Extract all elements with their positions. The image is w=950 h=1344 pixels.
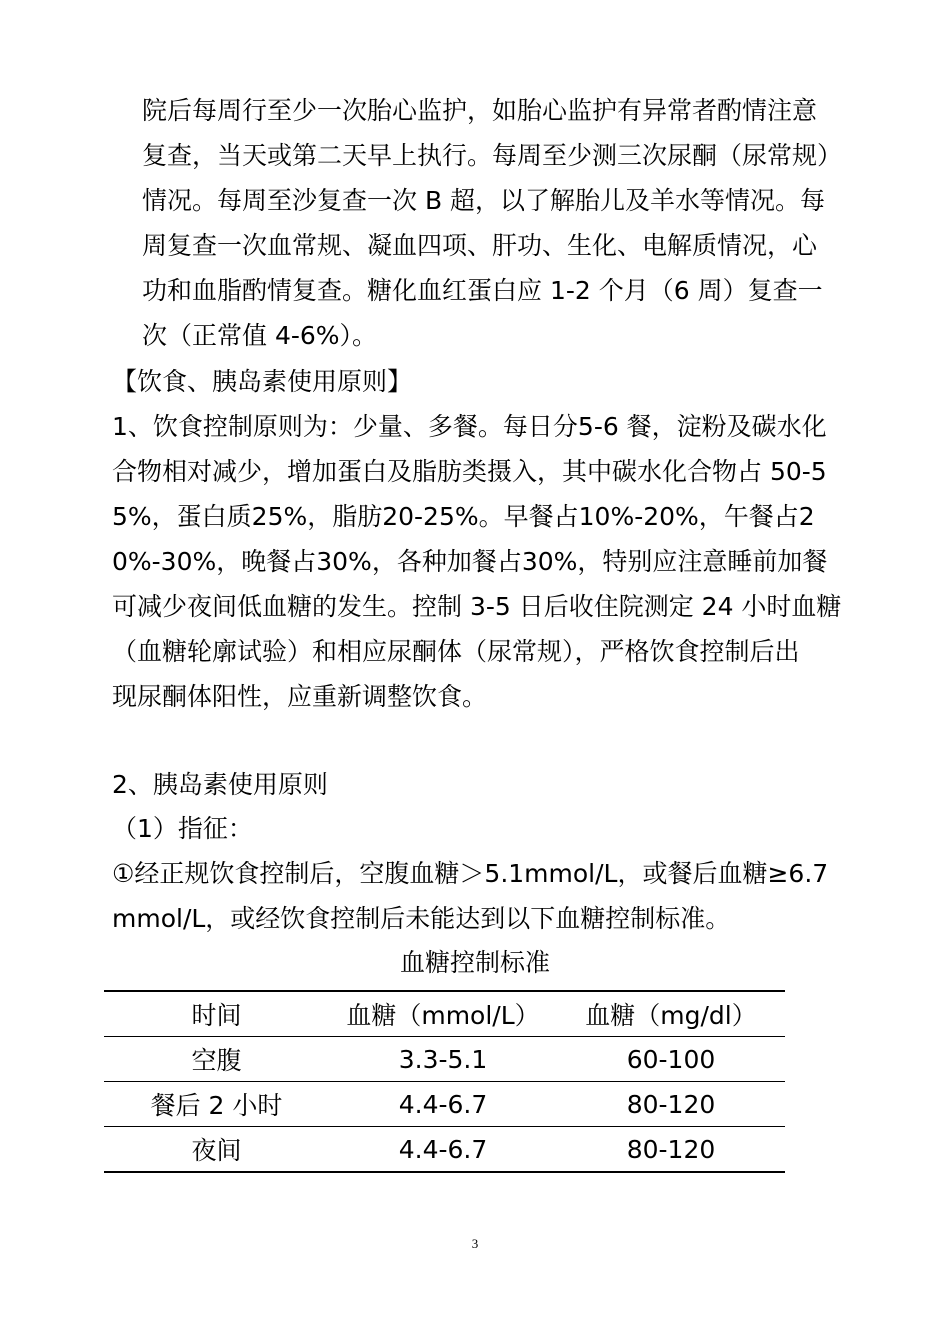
table-cell: 4.4-6.7 xyxy=(398,1089,488,1119)
text-line: 0%-30%，晚餐占30%，各种加餐占30%，特别应注意睡前加餐 xyxy=(112,547,828,576)
table-cell: 3.3-5.1 xyxy=(398,1044,488,1074)
text-line: 现尿酮体阳性，应重新调整饮食。 xyxy=(112,682,488,711)
glucose-standard-table xyxy=(104,990,785,1173)
table-row xyxy=(104,1082,785,1127)
text-line: 次（正常值 4-6%）。 xyxy=(142,321,378,350)
text-line: 复查，当天或第二天早上执行。每周至少测三次尿酮（尿常规） xyxy=(142,141,843,170)
text-line: 1、饮食控制原则为：少量、多餐。每日分5-6 餐，淀粉及碳水化 xyxy=(112,412,827,441)
table-cell: 餐后 2 小时 xyxy=(150,1091,283,1120)
table-cell: 80-120 xyxy=(626,1134,716,1164)
header-mgdl: 血糖（mg/dl） xyxy=(585,1001,757,1030)
header-mmol: 血糖（mmol/L） xyxy=(346,1001,540,1030)
text-line: 院后每周行至少一次胎心监护，如胎心监护有异常者酌情注意 xyxy=(142,96,818,125)
text-line: 合物相对减少，增加蛋白及脂肪类摄入，其中碳水化合物占 50-5 xyxy=(112,457,827,486)
table-row xyxy=(104,1127,785,1173)
table-cell: 空腹 xyxy=(191,1046,242,1075)
indication-paragraph xyxy=(112,851,828,941)
indication-subheading: （1）指征： xyxy=(112,814,253,843)
section-heading: 【饮食、胰岛素使用原则】 xyxy=(112,367,413,396)
text-line: （血糖轮廓试验）和相应尿酮体（尿常规），严格饮食控制后出 xyxy=(112,637,800,666)
text-line: 5%，蛋白质25%，脂肪20-25%。早餐占10%-20%，午餐占2 xyxy=(112,502,815,531)
insulin-heading: 2、胰岛素使用原则 xyxy=(112,770,328,799)
table-caption: 血糖控制标准 xyxy=(399,948,550,977)
intro-paragraph xyxy=(142,88,842,358)
text-line: 周复查一次血常规、凝血四项、肝功、生化、电解质情况，心 xyxy=(142,231,818,260)
diet-paragraph xyxy=(112,404,841,719)
table-header-row xyxy=(104,991,785,1037)
text-line: mmol/L，或经饮食控制后未能达到以下血糖控制标准。 xyxy=(112,904,731,933)
table-cell: 4.4-6.7 xyxy=(398,1134,488,1164)
table-cell: 夜间 xyxy=(191,1136,242,1165)
text-line: ①经正规饮食控制后，空腹血糖＞5.1mmol/L，或餐后血糖≥6.7 xyxy=(112,859,829,888)
table-cell: 80-120 xyxy=(626,1089,716,1119)
text-line: 情况。每周至沙复查一次 B 超，以了解胎儿及羊水等情况。每 xyxy=(142,186,826,215)
table-row xyxy=(104,1037,785,1082)
table-cell: 60-100 xyxy=(626,1044,716,1074)
text-line: 功和血脂酌情复查。糖化血红蛋白应 1-2 个月（6 周）复查一 xyxy=(142,276,823,305)
page-number: 3 xyxy=(471,1236,479,1251)
text-line: 可减少夜间低血糖的发生。控制 3-5 日后收住院测定 24 小时血糖 xyxy=(112,592,842,621)
header-time: 时间 xyxy=(191,1001,242,1030)
